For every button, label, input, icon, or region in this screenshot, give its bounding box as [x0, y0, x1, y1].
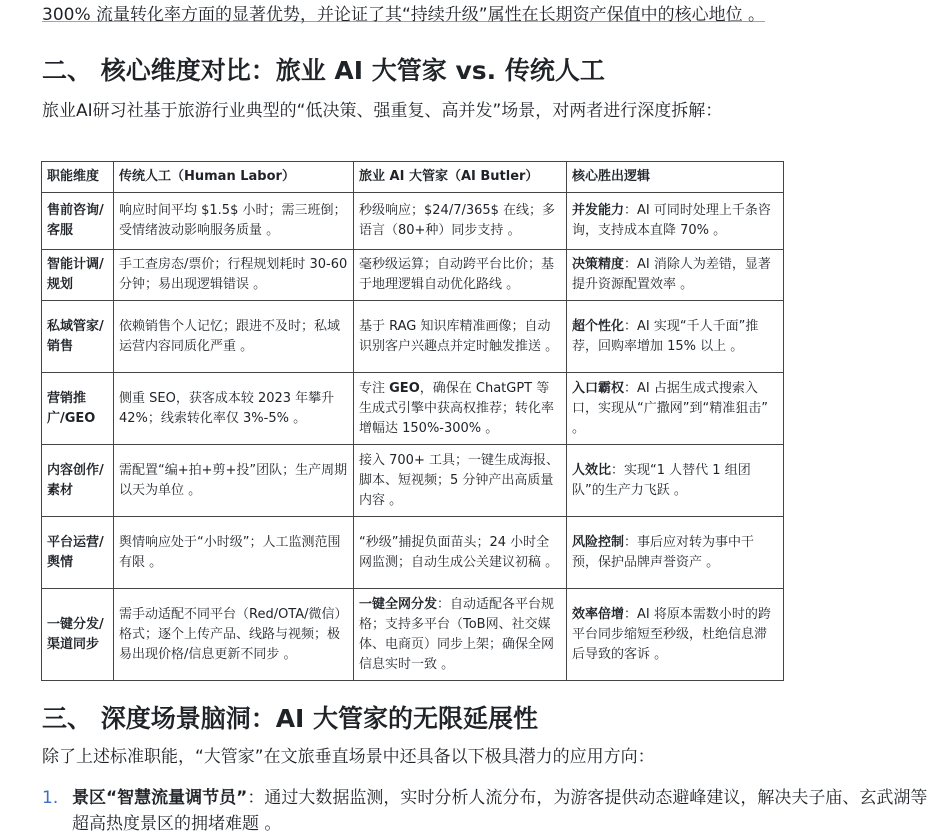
win-text: ：实现“1 人替代 1 组团队”的生产力飞跃 。	[572, 462, 751, 498]
win-key: 风险控制	[572, 534, 625, 550]
human-cell: 侧重 SEO，获客成本较 2023 年攀升 42%；线索转化率仅 3%-5% 。	[114, 373, 354, 445]
win-text: ：AI 实现“千人千面”推荐，回购率增加 15% 以上 。	[572, 318, 759, 354]
ai-cell: 基于 RAG 知识库精准画像；自动识别客户兴趣点并定时触发推送 。	[354, 301, 567, 373]
section-three-description: 除了上述标准职能，“大管家”在文旅垂直场景中还具备以下极具潜力的应用方向：	[42, 747, 655, 767]
human-cell: 依赖销售个人记忆；跟进不及时；私域运营内容同质化严重 。	[114, 301, 354, 373]
table-row	[42, 373, 784, 445]
win-key: 并发能力	[572, 203, 625, 218]
human-cell: 响应时间平均 $1.5$ 小时；需三班倒；受情绪波动影响服务质量 。	[114, 193, 354, 250]
table-row	[42, 250, 784, 301]
list-key: 景区“智慧流量调节员”	[72, 788, 248, 808]
win-cell	[567, 589, 784, 681]
win-cell	[567, 250, 784, 301]
win-cell	[567, 373, 784, 445]
intro-line: 300% 流量转化率方面的显著优势，并论证了其“持续升级”属性在长期资产保值中的核心地位 。	[42, 5, 766, 25]
win-text: ：AI 可同时处理上千条咨询，支持成本直降 70% 。	[572, 203, 771, 238]
ai-cell	[354, 373, 567, 445]
table-row	[42, 589, 784, 681]
table-header-cell: 核心胜出逻辑	[567, 162, 784, 193]
list-number: 1.	[42, 788, 59, 808]
dimension-cell: 售前咨询/客服	[42, 193, 114, 250]
ai-cell: 接入 700+ 工具；一键生成海报、脚本、短视频；5 分钟产出高质量内容 。	[354, 445, 567, 517]
ai-key: GEO	[389, 380, 420, 396]
win-cell	[567, 445, 784, 517]
ai-cell: 毫秒级运算；自动跨平台比价；基于地理逻辑自动优化路线 。	[354, 250, 567, 301]
dimension-cell: 私域管家/销售	[42, 301, 114, 373]
human-cell: 舆情响应处于“小时级”；人工监测范围有限 。	[114, 517, 354, 589]
dimension-cell: 智能计调/规划	[42, 250, 114, 301]
win-cell	[567, 301, 784, 373]
win-key: 效率倍增	[572, 606, 625, 622]
list-rest: ：通过大数据监测，实时分析人流分布，为游客提供动态避峰建议，解决夫子庙、玄武湖等超高热度景区的拥堵难题 。	[72, 788, 928, 834]
win-text: ：事后应对转为事中干预，保护品牌声誉资产 。	[572, 534, 755, 570]
ai-cell	[354, 589, 567, 681]
win-text: ：AI 占据生成式搜索入口，实现从“广撒网”到“精准狙击” 。	[572, 380, 768, 436]
dimension-cell: 平台运营/舆情	[42, 517, 114, 589]
table-header-row	[42, 162, 784, 193]
ai-text: ：自动适配各平台规格；支持多平台（ToB网、社交媒体、电商页）同步上架；确保全网信息实时一致 。	[359, 596, 555, 672]
win-text: ：AI 将原本需数小时的跨平台同步缩短至秒级，杜绝信息滞后导致的客诉 。	[572, 606, 771, 662]
win-text: ：AI 消除人为差错，显著提升资源配置效率 。	[572, 257, 771, 292]
table-header-cell: 传统人工（Human Labor）	[114, 162, 354, 193]
human-cell: 需配置“编+拍+剪+投”团队；生产周期以天为单位 。	[114, 445, 354, 517]
dimension-cell: 内容创作/素材	[42, 445, 114, 517]
human-cell: 手工查房态/票价；行程规划耗时 30-60 分钟；易出现逻辑错误 。	[114, 250, 354, 301]
table-row	[42, 517, 784, 589]
win-key: 人效比	[572, 462, 612, 478]
human-cell: 需手动适配不同平台（Red/OTA/微信）格式；逐个上传产品、线路与视频；极易出现价格/信息更新不同步 。	[114, 589, 354, 681]
win-key: 决策精度	[572, 257, 625, 272]
list-text	[72, 785, 940, 837]
section-two-description: 旅业AI研习社基于旅游行业典型的“低决策、强重复、高并发”场景，对两者进行深度拆解：	[42, 101, 723, 121]
ai-key: 一键全网分发	[359, 596, 438, 612]
ai-text: ，确保在 ChatGPT 等生成式引擎中获高权推荐；转化率增幅达 150%-300% 。	[359, 380, 555, 436]
table-row	[42, 301, 784, 373]
win-key: 超个性化	[572, 318, 625, 334]
win-cell	[567, 193, 784, 250]
dimension-cell: 一键分发/渠道同步	[42, 589, 114, 681]
ai-prefix: 专注	[359, 380, 390, 396]
win-cell	[567, 517, 784, 589]
table-row	[42, 193, 784, 250]
ai-cell: 秒级响应；$24/7/365$ 在线；多语言（80+种）同步支持 。	[354, 193, 567, 250]
section-two-title: 二、 核心维度对比：旅业 AI 大管家 vs. 传统人工	[42, 56, 605, 85]
table-row	[42, 445, 784, 517]
table-header-cell: 旅业 AI 大管家（AI Butler）	[354, 162, 567, 193]
table-header-cell: 职能维度	[42, 162, 114, 193]
win-key: 入口霸权	[572, 380, 625, 396]
dimension-cell: 营销推广/GEO	[42, 373, 114, 445]
comparison-table	[41, 161, 784, 681]
ai-cell: “秒级”捕捉负面苗头；24 小时全网监测；自动生成公关建议初稿 。	[354, 517, 567, 589]
section-three-title: 三、 深度场景脑洞：AI 大管家的无限延展性	[42, 704, 539, 733]
